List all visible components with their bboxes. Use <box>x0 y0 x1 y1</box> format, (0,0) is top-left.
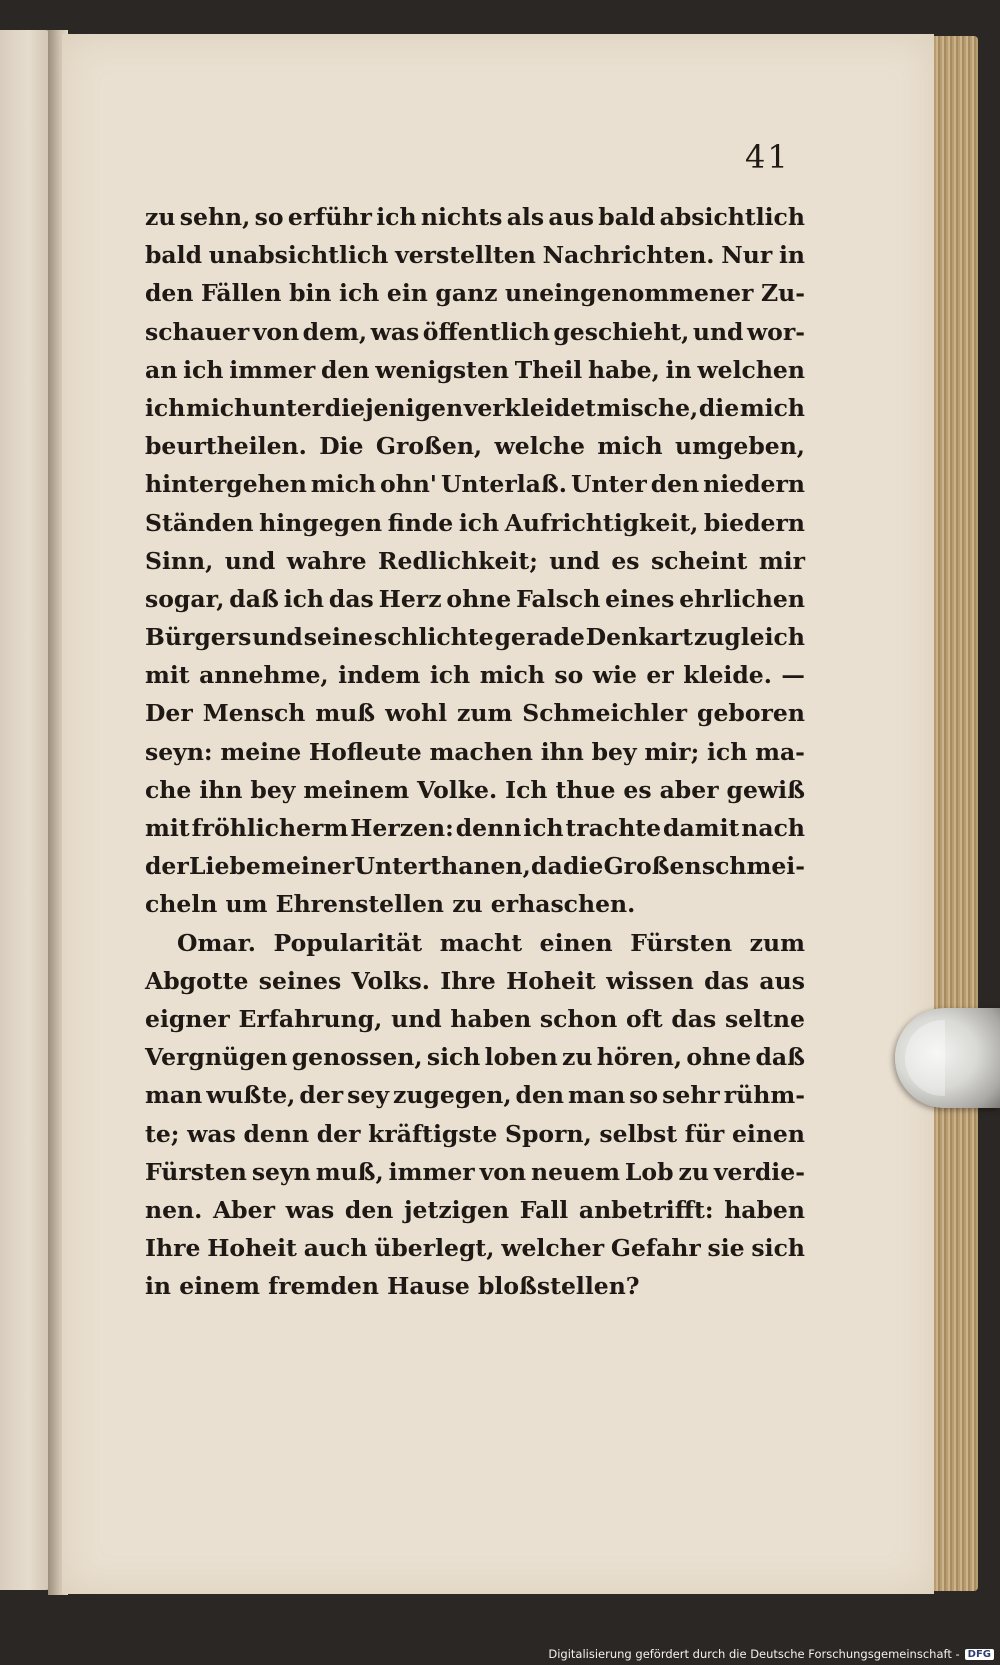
text-line: Ständen hingegen finde ich Aufrichtigkeit, biedern <box>145 508 805 537</box>
text-line: bald unabsichtlich verstellten Nachrichten. Nur in <box>145 241 805 270</box>
footer-credit: Digitalisierung gefördert durch die Deutsche Forschungsgemeinschaft - <box>548 1647 960 1661</box>
text-line: seyn: meine Hofleute machen ihn bey mir; ich ma- <box>145 737 805 766</box>
text-line: Fürsten seyn muß, immer von neuem Lob zu verdie- <box>145 1157 805 1186</box>
text-line: Bürgers und seine schlichte gerade Denkart zugleich <box>145 623 805 652</box>
text-line: mit fröhlicherm Herzen: denn ich trachte damit nach <box>145 814 805 842</box>
text-line: che ihn bey meinem Volke. Ich thue es aber gewiß <box>145 775 805 804</box>
text-line: sogar, daß ich das Herz ohne Falsch eines ehrlichen <box>145 584 805 613</box>
text-line: schauer von dem, was öffentlich geschieht, und wor- <box>145 317 805 346</box>
text-line: an ich immer den wenigsten Theil habe, in welchen <box>145 355 805 384</box>
text-line: Sinn, und wahre Redlichkeit; und es scheint mir <box>145 546 805 575</box>
text-line: Der Mensch muß wohl zum Schmeichler geboren <box>145 699 805 728</box>
previous-page-edge <box>0 30 52 1590</box>
text-line: Ihre Hoheit auch überlegt, welcher Gefahr sie sich <box>145 1234 805 1263</box>
text-line: der Liebe meiner Unterthanen, da die Großen schmei- <box>145 852 805 881</box>
page-number: 41 <box>745 138 790 176</box>
footer-credit-bar <box>0 1643 1000 1665</box>
text-line: zu sehn, so erführ ich nichts als aus bald absichtlich <box>145 203 805 231</box>
text-line: hintergehen mich ohn' Unterlaß. Unter den niedern <box>145 470 805 499</box>
text-line: te; was denn der kräftigste Sporn, selbst für einen <box>145 1119 805 1148</box>
text-line: cheln um Ehrenstellen zu erhaschen. <box>145 890 636 919</box>
text-line: in einem fremden Hause bloßstellen? <box>145 1272 640 1301</box>
text-line: nen. Aber was den jetzigen Fall anbetrifft: haben <box>145 1195 805 1224</box>
text-line: beurtheilen. Die Großen, welche mich umgeben, <box>145 432 805 461</box>
text-line: Abgotte seines Volks. Ihre Hoheit wissen das aus <box>145 966 805 995</box>
text-line: man wußte, der sey zugegen, den man so sehr rühm- <box>145 1081 805 1110</box>
text-line: eigner Erfahrung, und haben schon oft das seltne <box>145 1004 805 1033</box>
text-line: mit annehme, indem ich mich so wie er kleide. — <box>145 661 805 690</box>
text-line: den Fällen bin ich ein ganz uneingenommener Zu- <box>145 279 805 308</box>
text-line: Vergnügen genossen, sich loben zu hören, ohne daß <box>145 1043 805 1072</box>
text-line: ich mich unter diejenigen verkleidet mische, die mich <box>145 393 805 422</box>
page-text <box>145 198 805 1305</box>
text-line: Omar. Popularität macht einen Fürsten zum <box>177 928 805 957</box>
page-block-edges <box>928 36 978 1591</box>
dfg-logo: DFG <box>965 1649 994 1660</box>
